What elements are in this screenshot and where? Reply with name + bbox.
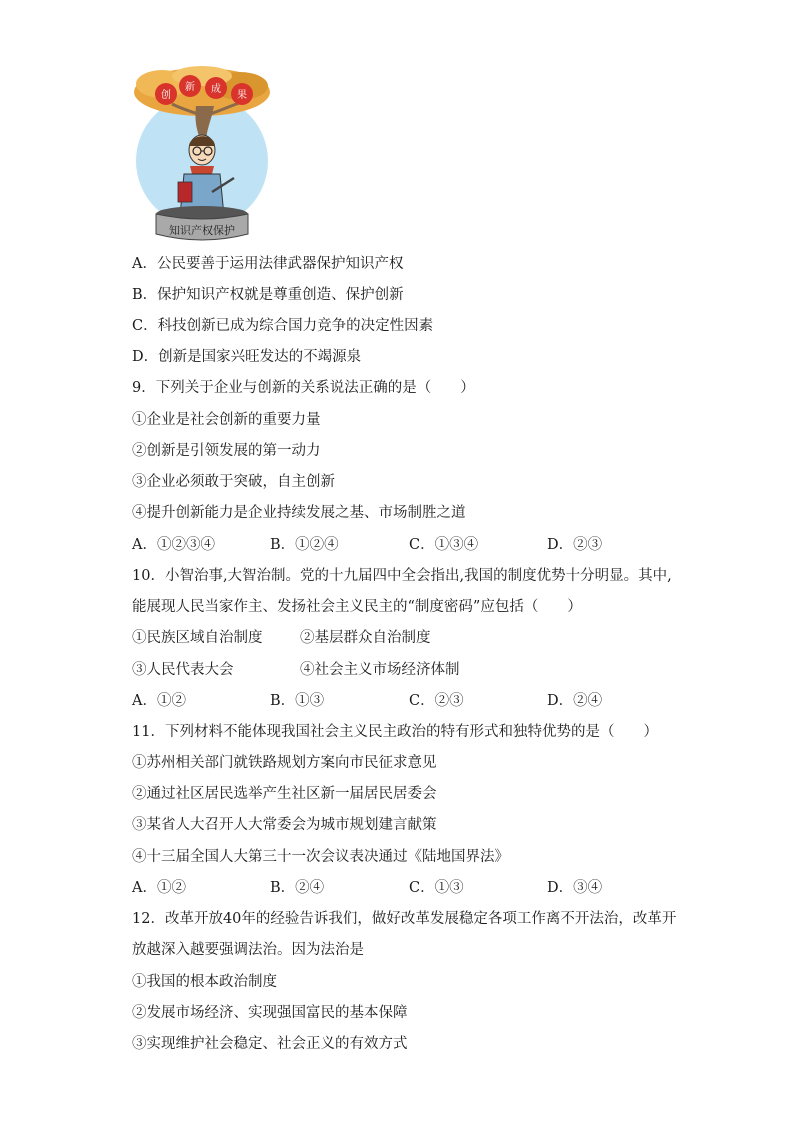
- q9-item-3: ③企业必须敢于突破，自主创新: [132, 474, 335, 490]
- apple-2: [179, 75, 201, 97]
- q12-item-2: ②发展市场经济、实现强国富民的基本保障: [132, 1005, 408, 1021]
- apple-3: [205, 77, 227, 99]
- q11-item-3: ③某省人大召开人大常委会为城市规划建言献策: [132, 817, 437, 833]
- q9-item-2: ②创新是引领发展的第一动力: [132, 443, 321, 459]
- q11-item-2: ②通过社区居民选举产生社区新一届居民居委会: [132, 786, 437, 802]
- q10-choice-b: B．①③: [270, 693, 325, 709]
- q10-item-1: ①民族区域自治制度: [132, 630, 263, 646]
- q9-choice-d: D．②③: [547, 537, 603, 553]
- q12-stem-line1: 12．改革开放40年的经验告诉我们，做好改革发展稳定各项工作离不开法治，改革开: [132, 911, 677, 927]
- q11-item-4: ④十三届全国人大第三十一次会议表决通过《陆地国界法》: [132, 849, 509, 865]
- q9-choice-a: A．①②③④: [132, 537, 215, 553]
- q8-option-d: D．创新是国家兴旺发达的不竭源泉: [132, 349, 362, 365]
- q10-item-3: ③人民代表大会: [132, 662, 234, 678]
- q11-choice-c: C．①③: [409, 880, 464, 896]
- q10-item-2: ②基层群众自治制度: [300, 630, 431, 646]
- q12-item-3: ③实现维护社会稳定、社会正义的有效方式: [132, 1036, 408, 1052]
- ip-protection-illustration: [132, 66, 270, 244]
- apple-label-1: 创: [161, 90, 171, 101]
- q12-item-1: ①我国的根本政治制度: [132, 974, 277, 990]
- q10-stem-line2: 能展现人民当家作主、发扬社会主义民主的“制度密码”应包括（ ）: [132, 599, 582, 615]
- q9-choice-b: B．①②④: [270, 537, 339, 553]
- apple-1: [155, 83, 177, 105]
- q12-stem-line2: 放越深入越要强调法治。因为法治是: [132, 942, 364, 958]
- q8-option-c: C．科技创新已成为综合国力竞争的决定性因素: [132, 318, 434, 334]
- q11-item-1: ①苏州相关部门就铁路规划方案向市民征求意见: [132, 755, 437, 771]
- q10-stem-line1: 10．小智治事,大智治制。党的十九届四中全会指出,我国的制度优势十分明显。其中,: [132, 568, 672, 584]
- well: [156, 206, 248, 240]
- q10-choice-c: C．②③: [409, 693, 464, 709]
- apple-label-3: 成: [211, 84, 221, 95]
- q11-stem: 11．下列材料不能体现我国社会主义民主政治的特有形式和独特优势的是（ ）: [132, 724, 658, 740]
- q11-choice-a: A．①②: [132, 880, 186, 896]
- q11-choice-b: B．②④: [270, 880, 325, 896]
- q9-stem: 9．下列关于企业与创新的关系说法正确的是（ ）: [132, 380, 475, 396]
- q9-choice-c: C．①③④: [409, 537, 479, 553]
- q9-item-4: ④提升创新能力是企业持续发展之基、市场制胜之道: [132, 505, 466, 521]
- q8-option-a: A．公民要善于运用法律武器保护知识产权: [132, 256, 404, 272]
- q10-choice-d: D．②④: [547, 693, 603, 709]
- q8-option-b: B．保护知识产权就是尊重创造、保护创新: [132, 287, 404, 303]
- apple-label-2: 新: [185, 82, 195, 93]
- q9-item-1: ①企业是社会创新的重要力量: [132, 412, 321, 428]
- apple-label-4: 果: [237, 90, 247, 101]
- q11-choice-d: D．③④: [547, 880, 603, 896]
- well-label: 知识产权保护: [169, 224, 235, 237]
- q10-item-4: ④社会主义市场经济体制: [300, 662, 460, 678]
- q10-choice-a: A．①②: [132, 693, 186, 709]
- apple-4: [231, 83, 253, 105]
